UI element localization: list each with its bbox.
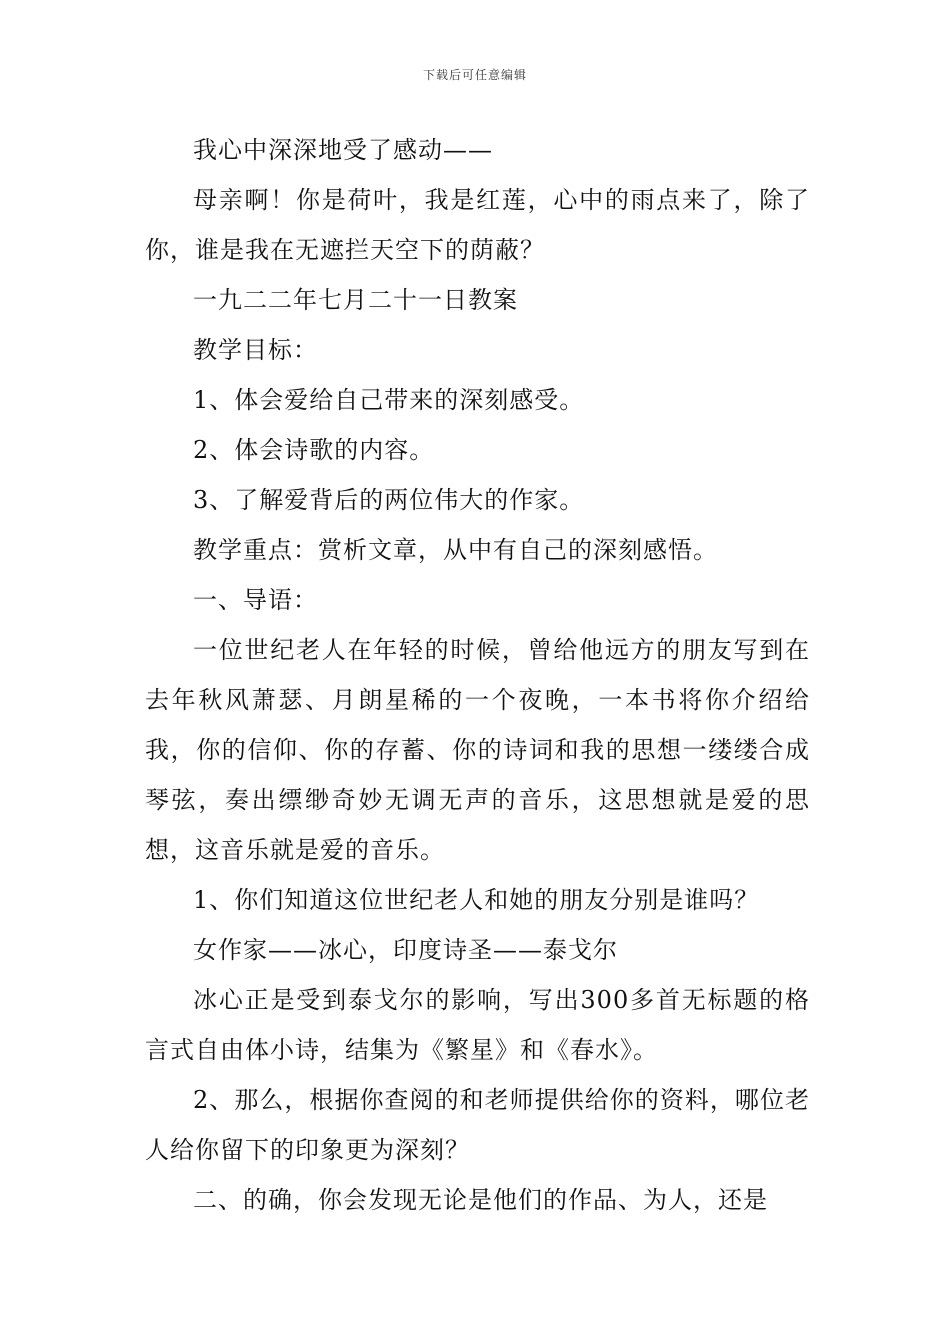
paragraph-4: 教学目标： — [193, 336, 318, 364]
paragraph-13: 冰心正是受到泰戈尔的影响，写出300多首无标题的格言式自由体小诗，结集为《繁星》和《春水》。 — [145, 986, 810, 1064]
paragraph-10: 一位世纪老人在年轻的时候，曾给他远方的朋友写到在去年秋风萧瑟、月朗星稀的一个夜晚，一本书将你介绍给我，你的信仰、你的存蓄、你的诗词和我的思想一缕缕合成琴弦，奏出缥缈奇妙无调无声的音乐，这思想就是爱的思想，这音乐就是爱的音乐。 — [145, 636, 810, 864]
paragraph-12: 女作家——冰心，印度诗圣——泰戈尔 — [193, 936, 618, 964]
page-header-note: 下载后可任意编辑 — [422, 68, 527, 82]
paragraph-1: 我心中深深地受了感动—— — [193, 136, 493, 164]
paragraph-9: 一、导语： — [193, 586, 318, 614]
paragraph-7: 3、了解爱背后的两位伟大的作家。 — [193, 486, 585, 514]
paragraph-15: 二、的确，你会发现无论是他们的作品、为人，还是 — [193, 1186, 768, 1214]
paragraph-11: 1、你们知道这位世纪老人和她的朋友分别是谁吗？ — [193, 886, 760, 914]
paragraph-3: 一九二二年七月二十一日教案 — [193, 286, 518, 314]
paragraph-5: 1、体会爱给自己带来的深刻感受。 — [193, 386, 585, 414]
document-body — [145, 125, 810, 1225]
paragraph-8: 教学重点：赏析文章，从中有自己的深刻感悟。 — [193, 536, 718, 564]
paragraph-14: 2、那么，根据你查阅的和老师提供给你的资料，哪位老人给你留下的印象更为深刻？ — [145, 1086, 810, 1164]
paragraph-6: 2、体会诗歌的内容。 — [193, 436, 435, 464]
paragraph-2: 母亲啊！你是荷叶，我是红莲，心中的雨点来了，除了你，谁是我在无遮拦天空下的荫蔽？ — [145, 186, 810, 264]
